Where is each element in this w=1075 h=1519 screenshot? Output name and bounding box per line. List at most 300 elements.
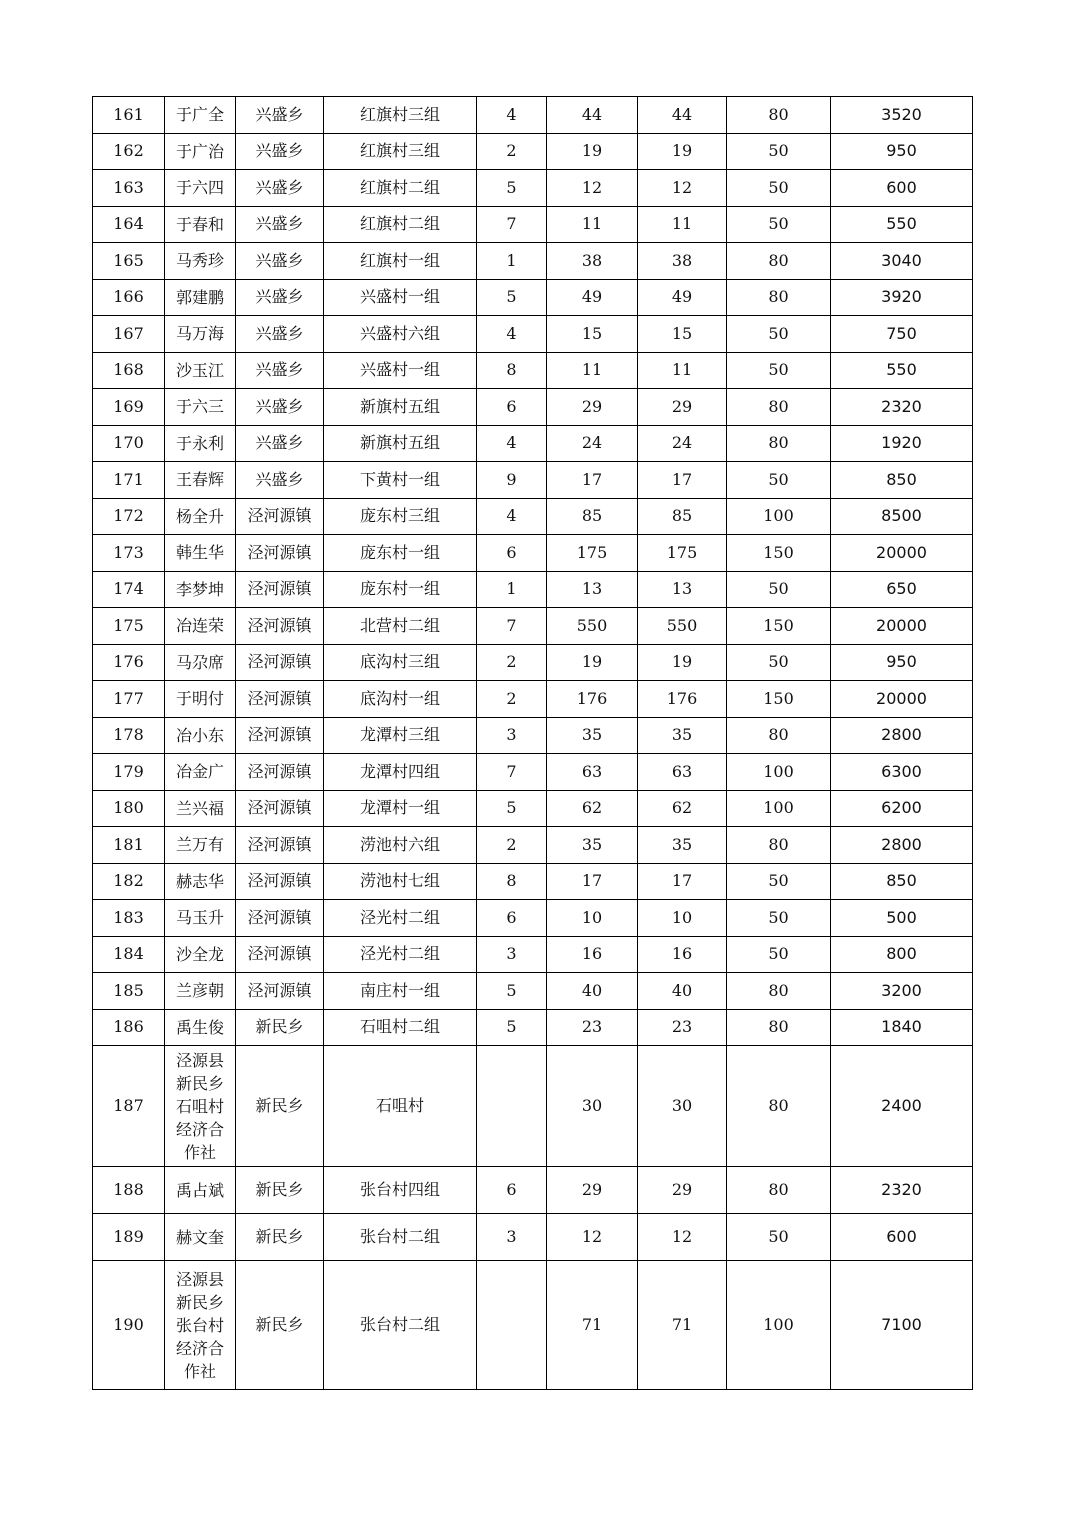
household-size-cell: 4 <box>477 97 547 134</box>
household-size-cell: 3 <box>477 1214 547 1261</box>
row-number-cell: 177 <box>93 681 165 718</box>
area-cell: 12 <box>547 1214 638 1261</box>
amount-cell: 20000 <box>831 608 973 645</box>
town-cell: 兴盛乡 <box>236 352 324 389</box>
row-number-cell: 165 <box>93 243 165 280</box>
row-number-cell: 183 <box>93 900 165 937</box>
area-cell: 29 <box>547 1167 638 1214</box>
household-size-cell: 3 <box>477 936 547 973</box>
table-row <box>93 97 973 134</box>
area-cell: 63 <box>547 754 638 791</box>
rate-cell: 80 <box>727 279 831 316</box>
row-number-cell: 187 <box>93 1046 165 1167</box>
village-cell: 张台村二组 <box>324 1261 477 1390</box>
rate-cell: 50 <box>727 1214 831 1261</box>
name-cell: 杨全升 <box>165 498 236 535</box>
name-cell: 韩生华 <box>165 535 236 572</box>
verified-area-cell: 175 <box>638 535 727 572</box>
area-cell: 40 <box>547 973 638 1010</box>
row-number-cell: 186 <box>93 1009 165 1046</box>
village-cell: 红旗村三组 <box>324 97 477 134</box>
household-size-cell: 5 <box>477 973 547 1010</box>
table-row <box>93 936 973 973</box>
amount-cell: 3200 <box>831 973 973 1010</box>
town-cell: 泾河源镇 <box>236 936 324 973</box>
name-cell: 马万海 <box>165 316 236 353</box>
table-row <box>93 681 973 718</box>
area-cell: 17 <box>547 462 638 499</box>
village-cell: 龙潭村三组 <box>324 717 477 754</box>
name-cell: 于六四 <box>165 170 236 207</box>
table-row <box>93 1009 973 1046</box>
table-row <box>93 754 973 791</box>
name-cell: 于广全 <box>165 97 236 134</box>
verified-area-cell: 11 <box>638 352 727 389</box>
table-row <box>93 790 973 827</box>
verified-area-cell: 62 <box>638 790 727 827</box>
row-number-cell: 190 <box>93 1261 165 1390</box>
row-number-cell: 181 <box>93 827 165 864</box>
town-cell: 兴盛乡 <box>236 206 324 243</box>
table-row <box>93 608 973 645</box>
village-cell: 涝池村七组 <box>324 863 477 900</box>
village-cell: 兴盛村一组 <box>324 279 477 316</box>
town-cell: 泾河源镇 <box>236 863 324 900</box>
household-size-cell: 7 <box>477 754 547 791</box>
amount-cell: 800 <box>831 936 973 973</box>
row-number-cell: 164 <box>93 206 165 243</box>
verified-area-cell: 12 <box>638 170 727 207</box>
village-cell: 石咀村 <box>324 1046 477 1167</box>
town-cell: 新民乡 <box>236 1167 324 1214</box>
table-row <box>93 243 973 280</box>
area-cell: 23 <box>547 1009 638 1046</box>
town-cell: 新民乡 <box>236 1261 324 1390</box>
verified-area-cell: 49 <box>638 279 727 316</box>
row-number-cell: 176 <box>93 644 165 681</box>
area-cell: 550 <box>547 608 638 645</box>
village-cell: 张台村四组 <box>324 1167 477 1214</box>
row-number-cell: 179 <box>93 754 165 791</box>
village-cell: 张台村二组 <box>324 1214 477 1261</box>
row-number-cell: 180 <box>93 790 165 827</box>
table-row <box>93 535 973 572</box>
area-cell: 24 <box>547 425 638 462</box>
household-size-cell: 5 <box>477 1009 547 1046</box>
row-number-cell: 184 <box>93 936 165 973</box>
amount-cell: 2800 <box>831 827 973 864</box>
rate-cell: 80 <box>727 717 831 754</box>
village-cell: 红旗村三组 <box>324 133 477 170</box>
amount-cell: 950 <box>831 133 973 170</box>
area-cell: 71 <box>547 1261 638 1390</box>
amount-cell: 850 <box>831 462 973 499</box>
town-cell: 泾河源镇 <box>236 754 324 791</box>
rate-cell: 150 <box>727 608 831 645</box>
row-number-cell: 173 <box>93 535 165 572</box>
amount-cell: 3520 <box>831 97 973 134</box>
verified-area-cell: 17 <box>638 462 727 499</box>
verified-area-cell: 63 <box>638 754 727 791</box>
row-number-cell: 163 <box>93 170 165 207</box>
verified-area-cell: 40 <box>638 973 727 1010</box>
verified-area-cell: 10 <box>638 900 727 937</box>
rate-cell: 50 <box>727 316 831 353</box>
name-cell: 冶连荣 <box>165 608 236 645</box>
area-cell: 62 <box>547 790 638 827</box>
area-cell: 44 <box>547 97 638 134</box>
village-cell: 新旗村五组 <box>324 425 477 462</box>
row-number-cell: 166 <box>93 279 165 316</box>
table-row <box>93 644 973 681</box>
verified-area-cell: 29 <box>638 1167 727 1214</box>
verified-area-cell: 15 <box>638 316 727 353</box>
table-row <box>93 973 973 1010</box>
verified-area-cell: 16 <box>638 936 727 973</box>
village-cell: 底沟村三组 <box>324 644 477 681</box>
row-number-cell: 188 <box>93 1167 165 1214</box>
verified-area-cell: 19 <box>638 644 727 681</box>
town-cell: 泾河源镇 <box>236 717 324 754</box>
name-cell: 王春辉 <box>165 462 236 499</box>
household-size-cell: 2 <box>477 681 547 718</box>
household-size-cell: 1 <box>477 243 547 280</box>
table-row <box>93 316 973 353</box>
household-size-cell: 9 <box>477 462 547 499</box>
table-row <box>93 717 973 754</box>
verified-area-cell: 176 <box>638 681 727 718</box>
rate-cell: 50 <box>727 863 831 900</box>
household-size-cell: 7 <box>477 206 547 243</box>
subsidy-table <box>92 96 973 1390</box>
name-cell: 沙玉江 <box>165 352 236 389</box>
rate-cell: 80 <box>727 97 831 134</box>
verified-area-cell: 13 <box>638 571 727 608</box>
name-cell: 于春和 <box>165 206 236 243</box>
rate-cell: 80 <box>727 827 831 864</box>
town-cell: 泾河源镇 <box>236 498 324 535</box>
name-cell: 兰彦朝 <box>165 973 236 1010</box>
village-cell: 红旗村二组 <box>324 206 477 243</box>
name-cell: 冶小东 <box>165 717 236 754</box>
town-cell: 新民乡 <box>236 1214 324 1261</box>
household-size-cell: 5 <box>477 279 547 316</box>
verified-area-cell: 550 <box>638 608 727 645</box>
area-cell: 13 <box>547 571 638 608</box>
rate-cell: 150 <box>727 535 831 572</box>
village-cell: 红旗村二组 <box>324 170 477 207</box>
amount-cell: 650 <box>831 571 973 608</box>
table-row <box>93 425 973 462</box>
village-cell: 红旗村一组 <box>324 243 477 280</box>
verified-area-cell: 17 <box>638 863 727 900</box>
household-size-cell: 2 <box>477 827 547 864</box>
amount-cell: 550 <box>831 352 973 389</box>
area-cell: 10 <box>547 900 638 937</box>
name-cell: 李梦坤 <box>165 571 236 608</box>
town-cell: 兴盛乡 <box>236 243 324 280</box>
household-size-cell: 2 <box>477 644 547 681</box>
area-cell: 85 <box>547 498 638 535</box>
rate-cell: 150 <box>727 681 831 718</box>
household-size-cell: 2 <box>477 133 547 170</box>
amount-cell: 2800 <box>831 717 973 754</box>
area-cell: 49 <box>547 279 638 316</box>
table-row <box>93 1214 973 1261</box>
row-number-cell: 169 <box>93 389 165 426</box>
amount-cell: 600 <box>831 1214 973 1261</box>
amount-cell: 850 <box>831 863 973 900</box>
village-cell: 北营村二组 <box>324 608 477 645</box>
amount-cell: 2320 <box>831 1167 973 1214</box>
table-row <box>93 462 973 499</box>
name-cell: 赫文奎 <box>165 1214 236 1261</box>
town-cell: 泾河源镇 <box>236 827 324 864</box>
household-size-cell: 8 <box>477 863 547 900</box>
name-cell: 郭建鹏 <box>165 279 236 316</box>
town-cell: 兴盛乡 <box>236 462 324 499</box>
rate-cell: 80 <box>727 1167 831 1214</box>
amount-cell: 6300 <box>831 754 973 791</box>
name-cell: 泾源县新民乡石咀村经济合作社 <box>165 1046 236 1167</box>
name-cell: 兰兴福 <box>165 790 236 827</box>
household-size-cell: 8 <box>477 352 547 389</box>
town-cell: 兴盛乡 <box>236 425 324 462</box>
town-cell: 泾河源镇 <box>236 973 324 1010</box>
table-row <box>93 1167 973 1214</box>
verified-area-cell: 35 <box>638 827 727 864</box>
name-cell: 兰万有 <box>165 827 236 864</box>
row-number-cell: 170 <box>93 425 165 462</box>
area-cell: 16 <box>547 936 638 973</box>
name-cell: 冶金广 <box>165 754 236 791</box>
amount-cell: 3040 <box>831 243 973 280</box>
town-cell: 泾河源镇 <box>236 644 324 681</box>
table-row <box>93 352 973 389</box>
town-cell: 兴盛乡 <box>236 316 324 353</box>
area-cell: 19 <box>547 133 638 170</box>
verified-area-cell: 30 <box>638 1046 727 1167</box>
verified-area-cell: 38 <box>638 243 727 280</box>
rate-cell: 80 <box>727 1009 831 1046</box>
rate-cell: 80 <box>727 389 831 426</box>
row-number-cell: 175 <box>93 608 165 645</box>
village-cell: 南庄村一组 <box>324 973 477 1010</box>
town-cell: 泾河源镇 <box>236 571 324 608</box>
household-size-cell: 4 <box>477 316 547 353</box>
amount-cell: 2320 <box>831 389 973 426</box>
village-cell: 庞东村一组 <box>324 535 477 572</box>
town-cell: 新民乡 <box>236 1009 324 1046</box>
rate-cell: 50 <box>727 352 831 389</box>
amount-cell: 2400 <box>831 1046 973 1167</box>
town-cell: 泾河源镇 <box>236 681 324 718</box>
amount-cell: 750 <box>831 316 973 353</box>
amount-cell: 6200 <box>831 790 973 827</box>
area-cell: 35 <box>547 717 638 754</box>
table-row <box>93 170 973 207</box>
household-size-cell: 4 <box>477 498 547 535</box>
name-cell: 禹占斌 <box>165 1167 236 1214</box>
rate-cell: 50 <box>727 644 831 681</box>
verified-area-cell: 12 <box>638 1214 727 1261</box>
area-cell: 12 <box>547 170 638 207</box>
verified-area-cell: 29 <box>638 389 727 426</box>
area-cell: 15 <box>547 316 638 353</box>
rate-cell: 100 <box>727 754 831 791</box>
town-cell: 新民乡 <box>236 1046 324 1167</box>
village-cell: 泾光村二组 <box>324 936 477 973</box>
rate-cell: 50 <box>727 900 831 937</box>
verified-area-cell: 19 <box>638 133 727 170</box>
town-cell: 泾河源镇 <box>236 900 324 937</box>
town-cell: 兴盛乡 <box>236 170 324 207</box>
town-cell: 兴盛乡 <box>236 389 324 426</box>
table-body <box>93 97 973 1390</box>
amount-cell: 7100 <box>831 1261 973 1390</box>
rate-cell: 100 <box>727 498 831 535</box>
amount-cell: 8500 <box>831 498 973 535</box>
household-size-cell: 5 <box>477 790 547 827</box>
rate-cell: 50 <box>727 462 831 499</box>
table-row <box>93 571 973 608</box>
area-cell: 17 <box>547 863 638 900</box>
household-size-cell <box>477 1261 547 1390</box>
name-cell: 于六三 <box>165 389 236 426</box>
row-number-cell: 171 <box>93 462 165 499</box>
table-row <box>93 863 973 900</box>
name-cell: 马秀珍 <box>165 243 236 280</box>
village-cell: 石咀村二组 <box>324 1009 477 1046</box>
verified-area-cell: 23 <box>638 1009 727 1046</box>
amount-cell: 950 <box>831 644 973 681</box>
table-row <box>93 1261 973 1390</box>
rate-cell: 80 <box>727 425 831 462</box>
row-number-cell: 167 <box>93 316 165 353</box>
village-cell: 庞东村一组 <box>324 571 477 608</box>
row-number-cell: 174 <box>93 571 165 608</box>
name-cell: 于广治 <box>165 133 236 170</box>
amount-cell: 550 <box>831 206 973 243</box>
rate-cell: 50 <box>727 936 831 973</box>
verified-area-cell: 24 <box>638 425 727 462</box>
table-row <box>93 900 973 937</box>
row-number-cell: 161 <box>93 97 165 134</box>
table-row <box>93 279 973 316</box>
amount-cell: 600 <box>831 170 973 207</box>
name-cell: 马玉升 <box>165 900 236 937</box>
table-row <box>93 389 973 426</box>
table-row <box>93 133 973 170</box>
household-size-cell: 1 <box>477 571 547 608</box>
row-number-cell: 168 <box>93 352 165 389</box>
rate-cell: 50 <box>727 571 831 608</box>
rate-cell: 80 <box>727 973 831 1010</box>
table-row <box>93 206 973 243</box>
village-cell: 涝池村六组 <box>324 827 477 864</box>
household-size-cell: 6 <box>477 900 547 937</box>
village-cell: 底沟村一组 <box>324 681 477 718</box>
table-row <box>93 498 973 535</box>
area-cell: 30 <box>547 1046 638 1167</box>
town-cell: 泾河源镇 <box>236 608 324 645</box>
household-size-cell: 6 <box>477 1167 547 1214</box>
name-cell: 泾源县新民乡张台村经济合作社 <box>165 1261 236 1390</box>
verified-area-cell: 71 <box>638 1261 727 1390</box>
town-cell: 兴盛乡 <box>236 133 324 170</box>
village-cell: 龙潭村四组 <box>324 754 477 791</box>
town-cell: 兴盛乡 <box>236 97 324 134</box>
amount-cell: 20000 <box>831 535 973 572</box>
area-cell: 35 <box>547 827 638 864</box>
village-cell: 龙潭村一组 <box>324 790 477 827</box>
rate-cell: 80 <box>727 243 831 280</box>
village-cell: 庞东村三组 <box>324 498 477 535</box>
row-number-cell: 185 <box>93 973 165 1010</box>
town-cell: 泾河源镇 <box>236 790 324 827</box>
table-row <box>93 1046 973 1167</box>
amount-cell: 1840 <box>831 1009 973 1046</box>
area-cell: 38 <box>547 243 638 280</box>
village-cell: 新旗村五组 <box>324 389 477 426</box>
household-size-cell: 4 <box>477 425 547 462</box>
household-size-cell: 6 <box>477 389 547 426</box>
rate-cell: 50 <box>727 170 831 207</box>
rate-cell: 100 <box>727 790 831 827</box>
area-cell: 11 <box>547 206 638 243</box>
verified-area-cell: 35 <box>638 717 727 754</box>
row-number-cell: 182 <box>93 863 165 900</box>
amount-cell: 3920 <box>831 279 973 316</box>
rate-cell: 100 <box>727 1261 831 1390</box>
household-size-cell: 5 <box>477 170 547 207</box>
name-cell: 赫志华 <box>165 863 236 900</box>
verified-area-cell: 11 <box>638 206 727 243</box>
row-number-cell: 172 <box>93 498 165 535</box>
rate-cell: 80 <box>727 1046 831 1167</box>
village-cell: 兴盛村六组 <box>324 316 477 353</box>
village-cell: 下黄村一组 <box>324 462 477 499</box>
area-cell: 29 <box>547 389 638 426</box>
amount-cell: 500 <box>831 900 973 937</box>
area-cell: 11 <box>547 352 638 389</box>
area-cell: 19 <box>547 644 638 681</box>
row-number-cell: 162 <box>93 133 165 170</box>
rate-cell: 50 <box>727 206 831 243</box>
name-cell: 沙全龙 <box>165 936 236 973</box>
household-size-cell <box>477 1046 547 1167</box>
name-cell: 于永利 <box>165 425 236 462</box>
name-cell: 马尕席 <box>165 644 236 681</box>
area-cell: 176 <box>547 681 638 718</box>
name-cell: 于明付 <box>165 681 236 718</box>
household-size-cell: 3 <box>477 717 547 754</box>
row-number-cell: 189 <box>93 1214 165 1261</box>
amount-cell: 20000 <box>831 681 973 718</box>
verified-area-cell: 85 <box>638 498 727 535</box>
household-size-cell: 6 <box>477 535 547 572</box>
amount-cell: 1920 <box>831 425 973 462</box>
town-cell: 泾河源镇 <box>236 535 324 572</box>
table-row <box>93 827 973 864</box>
household-size-cell: 7 <box>477 608 547 645</box>
town-cell: 兴盛乡 <box>236 279 324 316</box>
rate-cell: 50 <box>727 133 831 170</box>
area-cell: 175 <box>547 535 638 572</box>
village-cell: 泾光村二组 <box>324 900 477 937</box>
row-number-cell: 178 <box>93 717 165 754</box>
verified-area-cell: 44 <box>638 97 727 134</box>
